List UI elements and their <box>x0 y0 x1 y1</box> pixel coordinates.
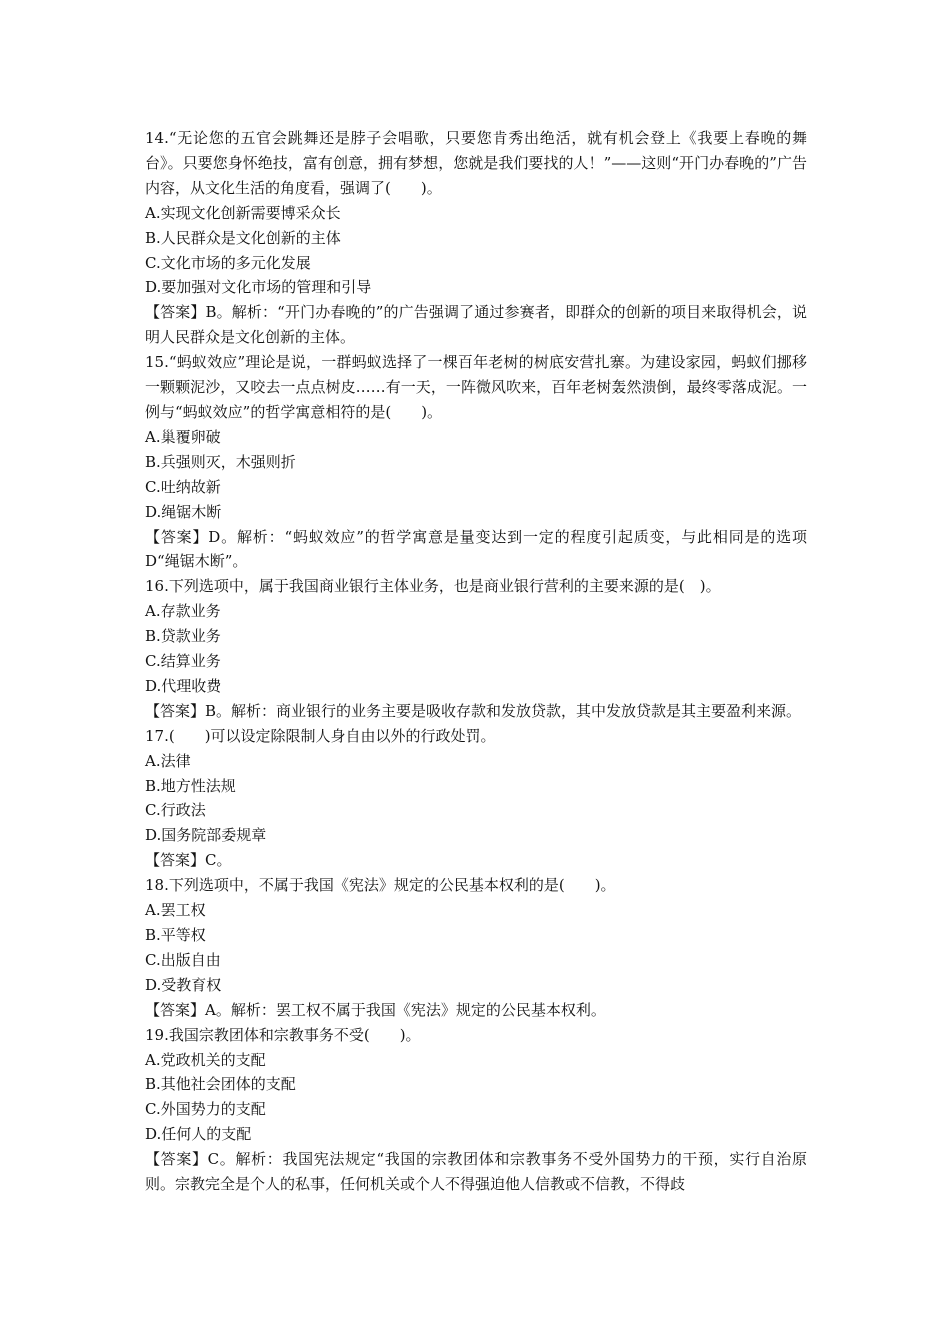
option-d: D.国务院部委规章 <box>145 826 267 845</box>
option-c: C.出版自由 <box>145 950 221 969</box>
option-b: B.人民群众是文化创新的主体 <box>145 228 341 247</box>
question-block <box>145 1023 807 1197</box>
question-stem: 17.( )可以设定除限制人身自由以外的行政处罚。 <box>145 726 496 745</box>
option-b: B.地方性法规 <box>145 776 236 795</box>
option-b: B.其他社会团体的支配 <box>145 1075 296 1094</box>
option-d: D.任何人的支配 <box>145 1125 252 1144</box>
option-a: A.法律 <box>145 751 191 770</box>
option-a: A.存款业务 <box>145 602 221 621</box>
question-block <box>145 350 807 574</box>
answer-explanation: 【答案】D。解析：“蚂蚁效应”的哲学寓意是量变达到一定的程度引起质变，与此相同是的选项D“绳锯木断”。 <box>145 527 807 571</box>
question-stem: 14.“无论您的五官会跳舞还是脖子会唱歌，只要您肯秀出绝活，就有机会登上《我要上春晚的舞台》。只要您身怀绝技，富有创意，拥有梦想，您就是我们要找的人！”——这则“开门办春晚的”广告内容，从文化生活的角度看，强调了( )。 <box>145 129 807 197</box>
answer-explanation: 【答案】C。 <box>145 851 232 870</box>
answer-explanation: 【答案】A。解析：罢工权不属于我国《宪法》规定的公民基本权利。 <box>145 1000 606 1019</box>
answer-explanation: 【答案】C。解析：我国宪法规定“我国的宗教团体和宗教事务不受外国势力的干预，实行自治原则。宗教完全是个人的私事，任何机关或个人不得强迫他人信教或不信教，不得歧 <box>145 1150 807 1194</box>
question-stem: 16.下列选项中，属于我国商业银行主体业务，也是商业银行营利的主要来源的是( )。 <box>145 577 721 596</box>
option-d: D.要加强对文化市场的管理和引导 <box>145 278 372 297</box>
option-c: C.文化市场的多元化发展 <box>145 253 311 272</box>
question-stem: 19.我国宗教团体和宗教事务不受( )。 <box>145 1025 421 1044</box>
option-c: C.外国势力的支配 <box>145 1100 266 1119</box>
option-d: D.代理收费 <box>145 676 222 695</box>
option-c: C.行政法 <box>145 801 206 820</box>
option-d: D.受教育权 <box>145 975 222 994</box>
option-b: B.平等权 <box>145 926 206 944</box>
answer-explanation: 【答案】B。解析：“开门办春晚的”的广告强调了通过参赛者，即群众的创新的项目来取得机会，说明人民群众是文化创新的主体。 <box>145 303 807 347</box>
option-c: C.吐纳故新 <box>145 477 221 496</box>
question-block <box>145 126 807 350</box>
option-a: A.党政机关的支配 <box>145 1050 266 1069</box>
answer-explanation: 【答案】B。解析：商业银行的业务主要是吸收存款和发放贷款，其中发放贷款是其主要盈利来源。 <box>145 701 802 720</box>
option-c: C.结算业务 <box>145 652 221 671</box>
option-a: A.罢工权 <box>145 901 206 920</box>
question-block <box>145 724 807 873</box>
option-b: B.兵强则灭，木强则折 <box>145 452 296 471</box>
question-stem: 15.“蚂蚁效应”理论是说，一群蚂蚁选择了一棵百年老树的树底安营扎寨。为建设家园，蚂蚁们挪移一颗颗泥沙，又咬去一点点树皮……有一天，一阵微风吹来，百年老树轰然溃倒，最终零落成泥。一例与“蚂蚁效应”的哲学寓意相符的是( )。 <box>145 353 807 421</box>
option-b: B.贷款业务 <box>145 627 221 646</box>
option-a: A.实现文化创新需要博采众长 <box>145 203 341 222</box>
option-a: A.巢覆卵破 <box>145 427 221 446</box>
question-block <box>145 574 807 723</box>
document-page <box>145 126 807 1197</box>
question-block <box>145 873 807 1022</box>
question-stem: 18.下列选项中，不属于我国《宪法》规定的公民基本权利的是( )。 <box>145 876 616 895</box>
option-d: D.绳锯木断 <box>145 502 222 521</box>
